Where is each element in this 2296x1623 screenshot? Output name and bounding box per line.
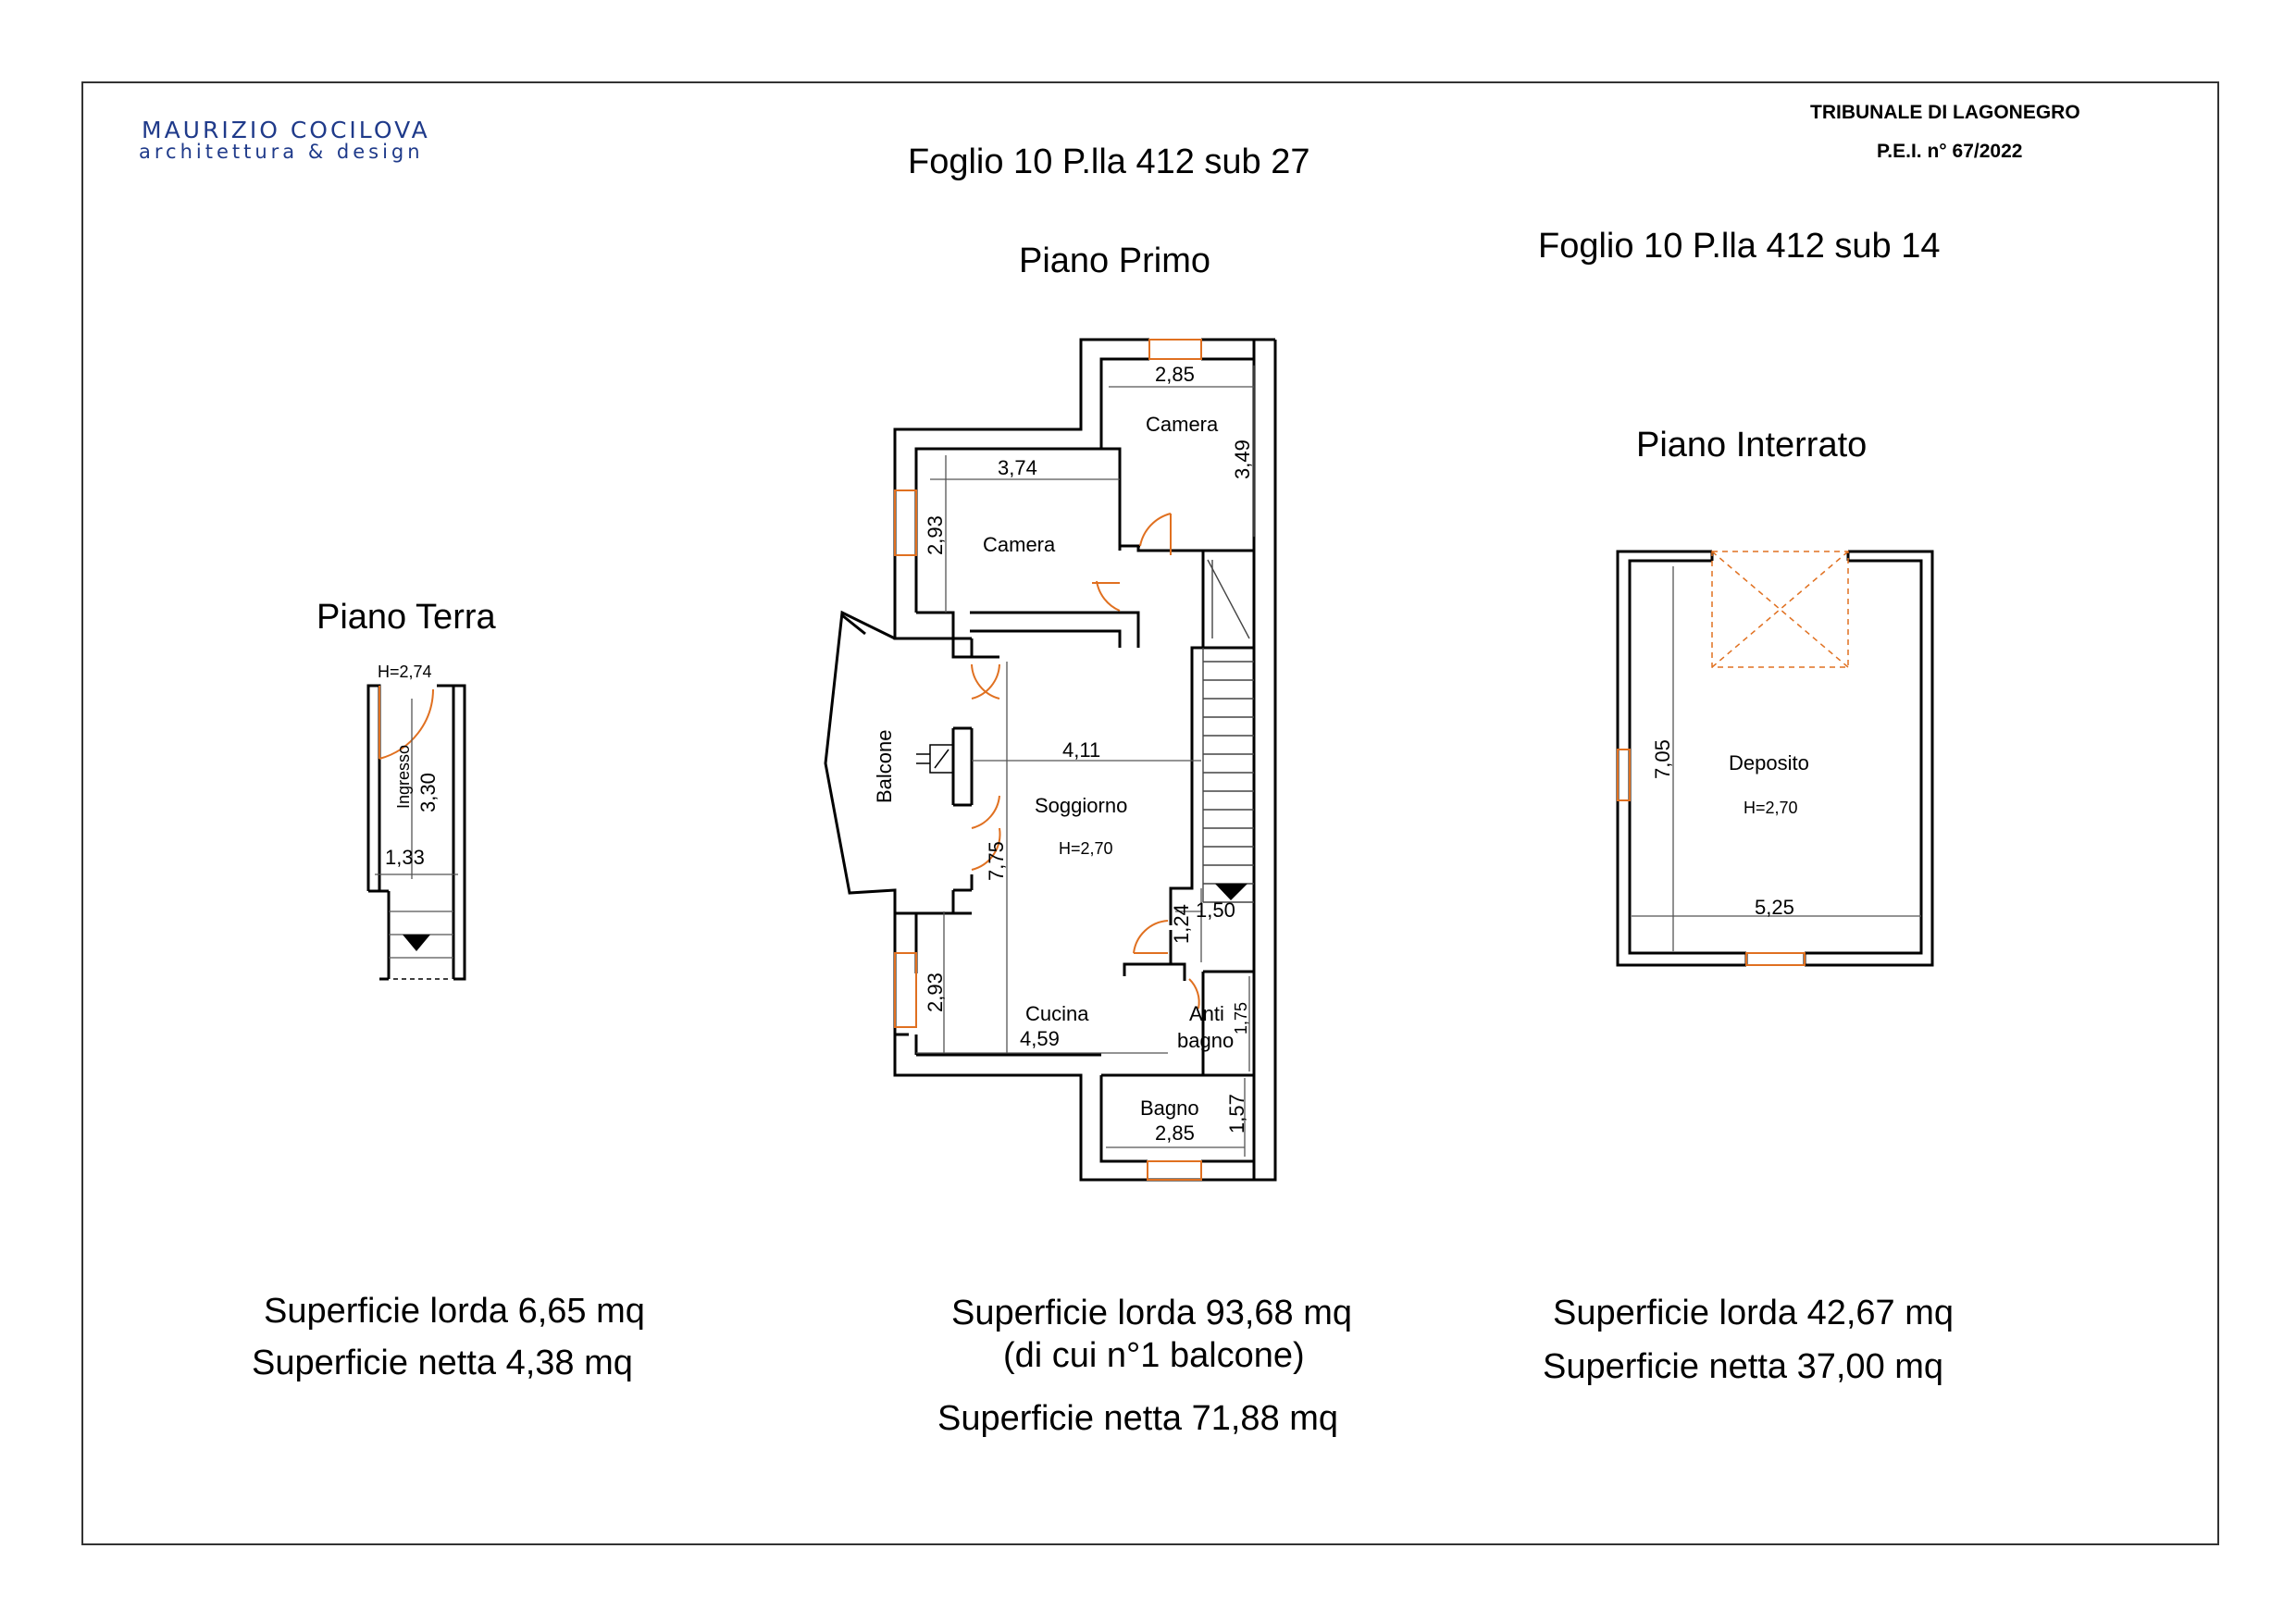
primo-net-area: Superficie netta 71,88 mq (937, 1399, 1339, 1438)
interrato-net-area: Superficie netta 37,00 mq (1543, 1347, 1944, 1386)
primo-soggiorno-height: H=2,70 (1059, 839, 1113, 858)
terra-dim-width: 1,33 (385, 846, 425, 869)
logo-name: MAURIZIO COCILOVA (142, 117, 430, 143)
primo-dim-cucina-h: 2,93 (924, 973, 947, 1012)
primo-dim-bagno-w: 2,85 (1155, 1121, 1195, 1145)
case-number: P.E.I. n° 67/2022 (1877, 141, 2023, 162)
floor-title-interrato: Piano Interrato (1636, 426, 1868, 465)
terra-gross-area: Superficie lorda 6,65 mq (264, 1292, 645, 1331)
primo-room-bagno: Bagno (1140, 1096, 1199, 1120)
interrato-dim-h: 7,05 (1651, 739, 1674, 779)
terra-dim-length: 3,30 (416, 773, 440, 812)
primo-dim-soggiorno-w: 4,11 (1062, 738, 1101, 762)
primo-dim-camera-left-h: 2,93 (924, 515, 947, 555)
primo-dim-soggiorno-h: 7,75 (985, 841, 1008, 881)
primo-room-camera-top: Camera (1146, 413, 1219, 436)
parcel-secondary: Foglio 10 P.lla 412 sub 14 (1538, 227, 1941, 266)
interrato-gross-area: Superficie lorda 42,67 mq (1553, 1294, 1955, 1332)
primo-gross-area: Superficie lorda 93,68 mq (951, 1294, 1353, 1332)
floor-title-primo: Piano Primo (1019, 242, 1210, 280)
terra-net-area: Superficie netta 4,38 mq (252, 1344, 633, 1382)
floor-title-terra: Piano Terra (316, 598, 496, 637)
primo-balcony-note: (di cui n°1 balcone) (1003, 1336, 1305, 1375)
terra-room-label: Ingresso (394, 744, 413, 809)
primo-room-cucina: Cucina (1025, 1002, 1089, 1025)
primo-dim-stair-w: 1,50 (1196, 898, 1235, 922)
court-name: TRIBUNALE DI LAGONEGRO (1810, 102, 2080, 123)
interrato-dim-w: 5,25 (1755, 896, 1794, 919)
interrato-height: H=2,70 (1744, 799, 1798, 817)
primo-dim-bagno-h: 1,57 (1225, 1094, 1248, 1134)
primo-room-anti: Anti (1189, 1002, 1224, 1025)
primo-dim-camera-left-w: 3,74 (998, 456, 1037, 479)
primo-room-anti-bagno: bagno (1177, 1029, 1235, 1052)
primo-room-balcone: Balcone (873, 729, 896, 803)
logo-tagline: architettura & design (139, 141, 424, 163)
primo-room-camera-left: Camera (983, 533, 1056, 556)
terra-height: H=2,74 (378, 663, 432, 681)
primo-room-soggiorno: Soggiorno (1035, 794, 1128, 817)
primo-dim-anti-h: 1,75 (1232, 1001, 1250, 1035)
primo-dim-camera-top-w: 2,85 (1155, 363, 1195, 386)
parcel-primary: Foglio 10 P.lla 412 sub 27 (908, 142, 1310, 181)
interrato-room-label: Deposito (1729, 751, 1809, 774)
plan-piano-terra (352, 662, 481, 995)
primo-dim-cucina-w: 4,59 (1020, 1027, 1060, 1050)
primo-dim-stair-h: 1,24 (1170, 904, 1193, 944)
primo-dim-camera-top-h: 3,49 (1231, 440, 1254, 479)
